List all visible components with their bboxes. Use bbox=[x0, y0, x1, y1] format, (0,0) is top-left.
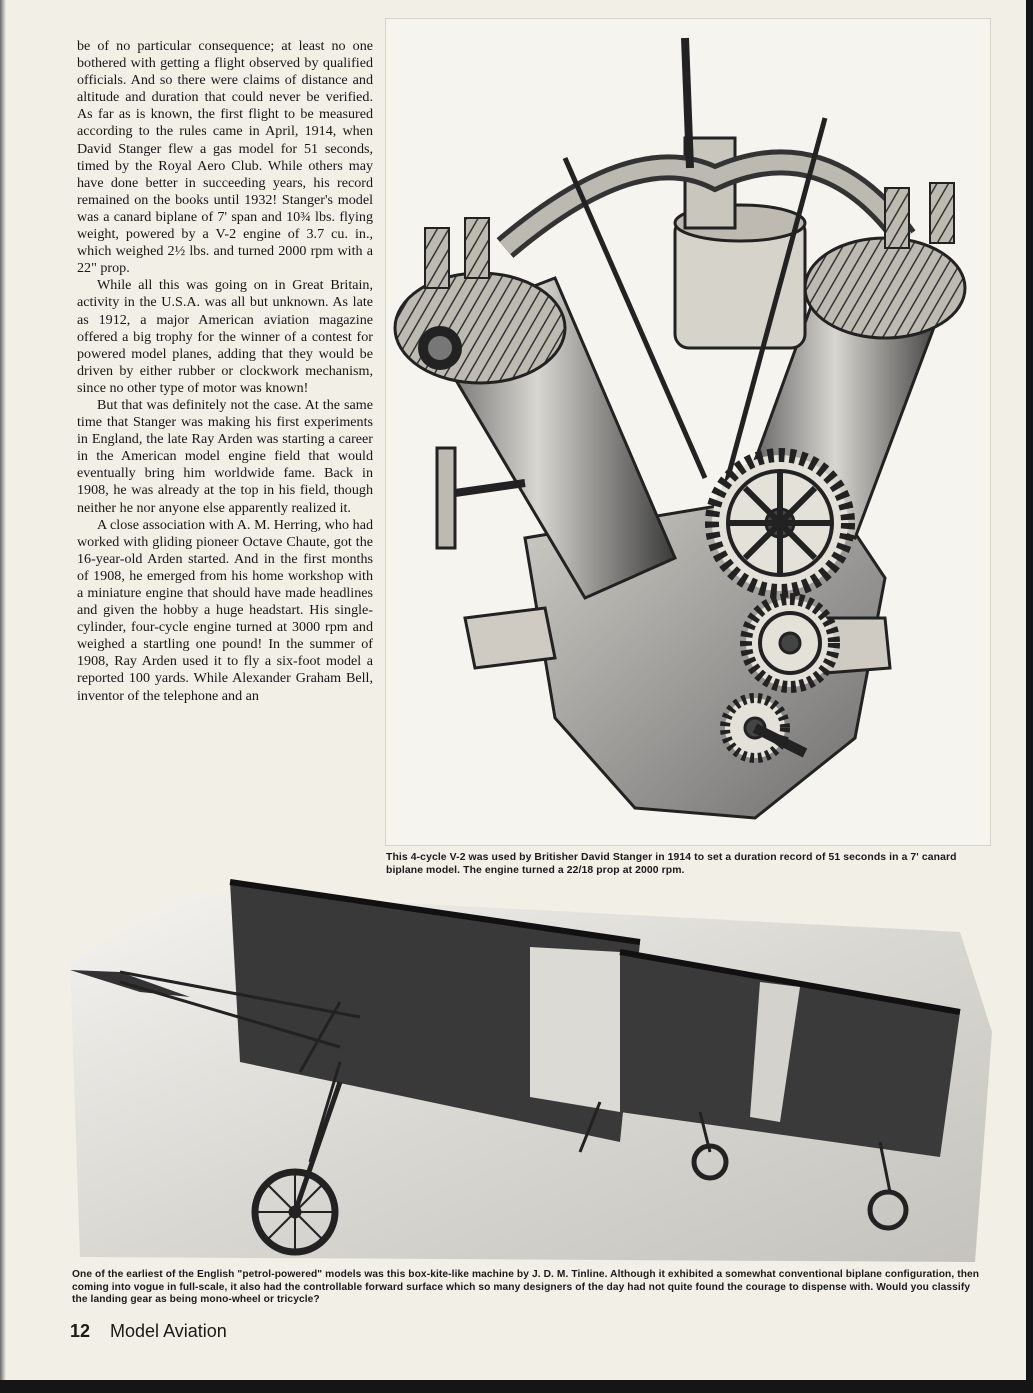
article-paragraph-2: While all this was going on in Great Britain, activity in the U.S.A. was all but unknown. As late as 1912, a major American aviation magazine offered a big trophy for the winner of a contest for powered model planes, adding that they would be driven by either rubber or clockwork mechanism, since no other type of motor was known! bbox=[77, 277, 373, 396]
biplane-caption: One of the earliest of the English "petrol-powered" models was this box-kite-like machine by J. D. M. Tinline. Although it exhibited a somewhat conventional biplane configuration, then coming into vogue in full-scale, it also had the controllable forward surface which so many designers of the day had not quite found the courage to dispense with. Would you classify the landing gear as being mono-wheel or tricycle? bbox=[72, 1269, 980, 1306]
engine-caption: This 4-cycle V-2 was used by Britisher David Stanger in 1914 to set a duration record of 51 seconds in a 7' canard biplane model. The engine turned a 22/18 prop at 2000 rpm. bbox=[386, 852, 957, 876]
box-kite-model-drawing bbox=[60, 872, 992, 1264]
article-paragraph-4: A close association with A. M. Herring, who had worked with gliding pioneer Octave Chaute, got the 16-year-old Arden started. And in the first months of 1908, he emerged from his home workshop with a miniature engine that should have made headlines and given the hobby a huge headstart. His single-cylinder, four-cycle engine turned at 3000 rpm and weighed a startling one pound! In the summer of 1908, Ray Arden used it to fly a six-foot model a reported 100 yards. While Alexander Graham Bell, inventor of the telephone and an bbox=[77, 516, 373, 704]
engine-illustration bbox=[385, 18, 991, 846]
article-paragraph-1: be of no particular consequence; at least no one bothered with getting a flight observed by qualified officials. And so there were claims of distance and altitude and duration that could never be verified. As far as is known, the first flight to be measured according to the rules came in April, 1914, when David Stanger flew a gas model for 51 seconds, timed by the Royal Aero Club. While others may have done better in succeeding years, his record remained on the books until 1932! Stanger's model was a canard biplane of 7' span and 10¾ lbs. flying weight, powered by a V-2 engine of 3.7 cu. in., which weighed 2½ lbs. and turned 2000 rpm with a 22" prop. bbox=[77, 38, 373, 277]
magazine-title: Model Aviation bbox=[110, 1321, 227, 1341]
article-column bbox=[77, 38, 373, 705]
v2-engine-drawing bbox=[385, 18, 991, 846]
biplane-photo bbox=[60, 872, 992, 1264]
article-paragraph-3: But that was definitely not the case. At the same time that Stanger was making his first experiments in England, the late Ray Arden was starting a career in the American model engine field that would eventually bring him worldwide fame. Back in 1908, he was already at the top in his field, though neither he nor anyone else apparently realized it. bbox=[77, 396, 373, 516]
page-number: 12 bbox=[70, 1321, 91, 1341]
page-footer bbox=[70, 1321, 227, 1345]
page-edge-shadow bbox=[0, 0, 6, 1380]
